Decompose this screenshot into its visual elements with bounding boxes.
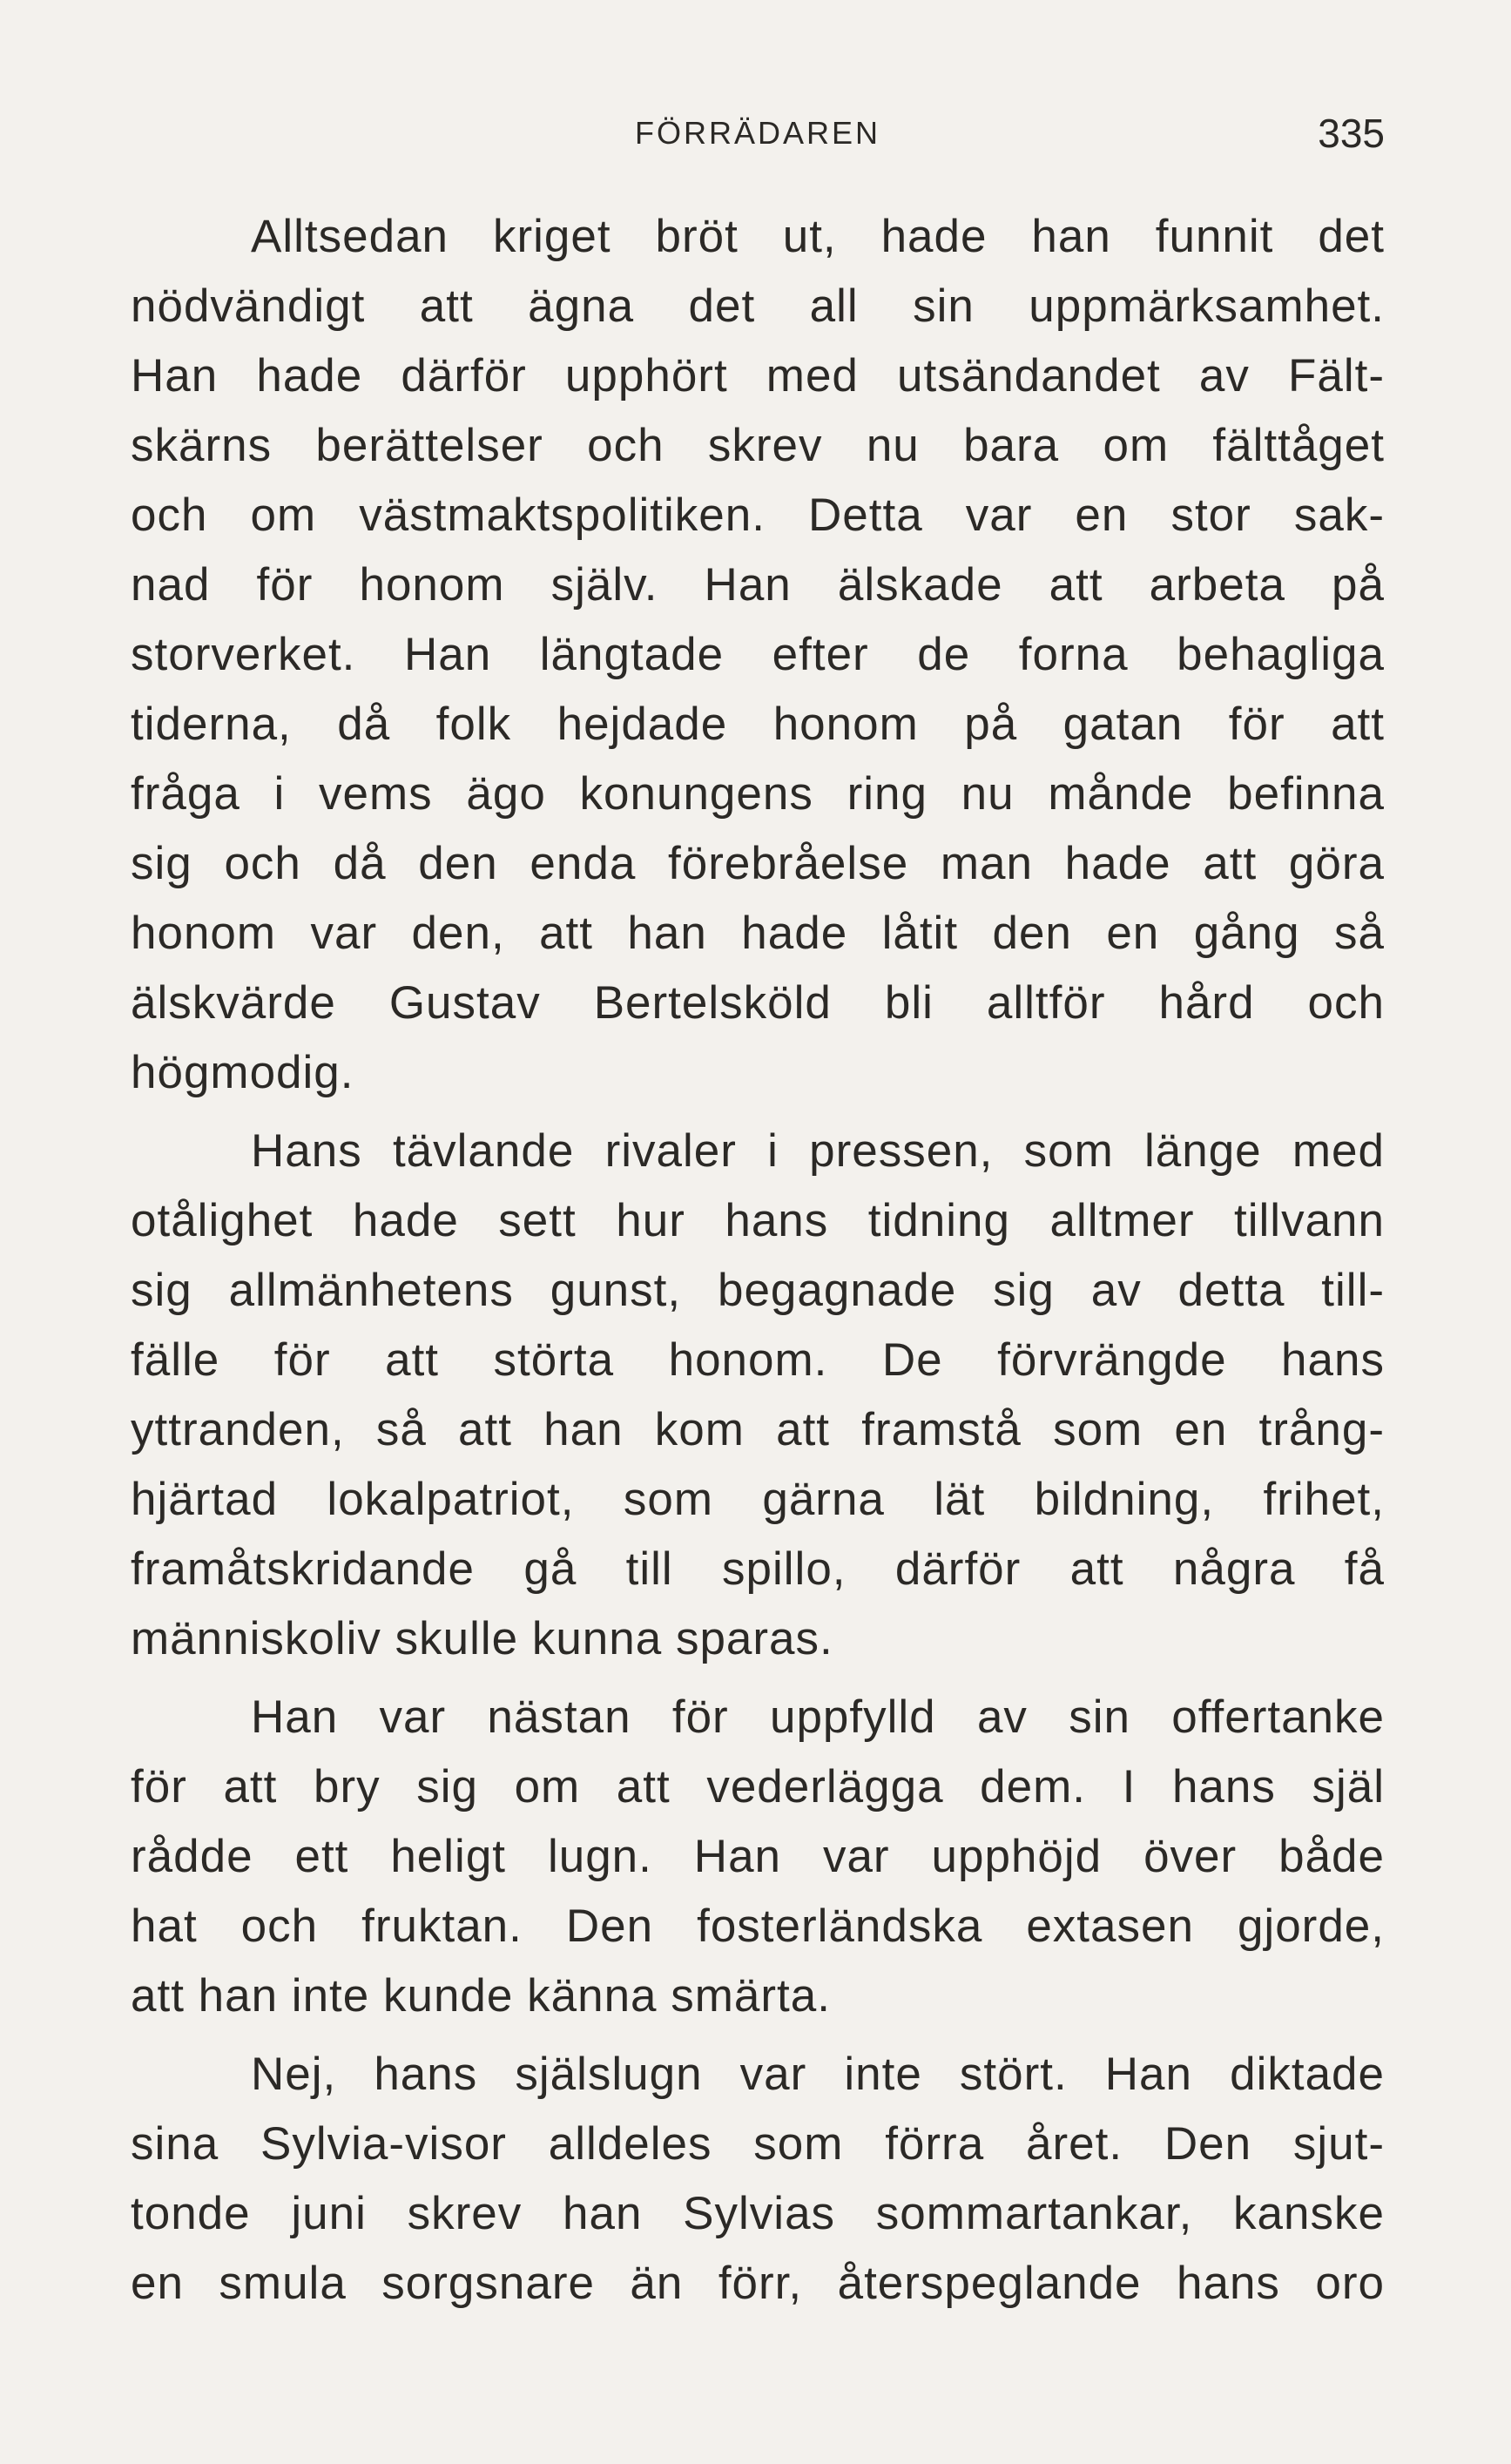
text-line: tiderna, då folk hejdade honom på gatan för att <box>131 699 1385 750</box>
text-line: högmodig. <box>131 1047 354 1098</box>
text-line: människoliv skulle kunna sparas. <box>131 1613 833 1664</box>
text-line: nödvändigt att ägna det all sin uppmärksamhet. <box>131 280 1385 332</box>
paragraph <box>131 1683 1385 2031</box>
text-line: att han inte kunde känna smärta. <box>131 1970 831 2022</box>
text-line: Nej, hans själslugn var inte stört. Han diktade <box>251 2049 1385 2100</box>
running-title: FÖRRÄDAREN <box>634 115 881 151</box>
running-head <box>131 110 1385 162</box>
paragraph <box>131 1117 1385 1674</box>
text-line: en smula sorgsnare än förr, återspeglande hans oro <box>131 2258 1385 2309</box>
text-line: fråga i vems ägo konungens ring nu månde befinna <box>131 768 1385 820</box>
text-line: Alltsedan kriget bröt ut, hade han funnit det <box>251 211 1385 262</box>
text-line: tonde juni skrev han Sylvias sommartankar, kanske <box>131 2188 1385 2239</box>
text-line: för att bry sig om att vederlägga dem. I hans själ <box>131 1761 1385 1813</box>
text-line: framåtskridande gå till spillo, därför att några få <box>131 1543 1385 1595</box>
text-line: Hans tävlande rivaler i pressen, som länge med <box>251 1125 1385 1177</box>
text-line: och om västmaktspolitiken. Detta var en stor sak- <box>131 489 1385 541</box>
text-line: honom var den, att han hade låtit den en gång så <box>131 908 1385 959</box>
text-line: fälle för att störta honom. De förvrängde hans <box>131 1334 1385 1386</box>
text-line: storverket. Han längtade efter de forna behagliga <box>131 629 1385 680</box>
text-line: rådde ett heligt lugn. Han var upphöjd över både <box>131 1831 1385 1882</box>
text-line: hjärtad lokalpatriot, som gärna lät bildning, frihet, <box>131 1474 1385 1525</box>
page-number: 335 <box>1318 111 1385 156</box>
text-line: sig allmänhetens gunst, begagnade sig av detta till- <box>131 1265 1385 1316</box>
paragraph <box>131 202 1385 1108</box>
text-line: skärns berättelser och skrev nu bara om fälttåget <box>131 420 1385 471</box>
text-line: otålighet hade sett hur hans tidning alltmer tillvann <box>131 1195 1385 1246</box>
paragraph <box>131 2040 1385 2319</box>
text-line: hat och fruktan. Den fosterländska extasen gjorde, <box>131 1900 1385 1952</box>
text-line: sig och då den enda förebråelse man hade att göra <box>131 838 1385 889</box>
text-line: nad för honom själv. Han älskade att arbeta på <box>131 559 1385 611</box>
text-line: sina Sylvia-visor alldeles som förra året. Den sjut- <box>131 2118 1385 2170</box>
text-line: Han hade därför upphört med utsändandet av Fält- <box>131 350 1385 402</box>
text-line: Han var nästan för uppfylld av sin offertanke <box>251 1691 1385 1743</box>
body-text <box>131 202 1385 2327</box>
text-line: älskvärde Gustav Bertelsköld bli alltför hård och <box>131 977 1385 1029</box>
text-line: yttranden, så att han kom att framstå som en trång- <box>131 1404 1385 1455</box>
